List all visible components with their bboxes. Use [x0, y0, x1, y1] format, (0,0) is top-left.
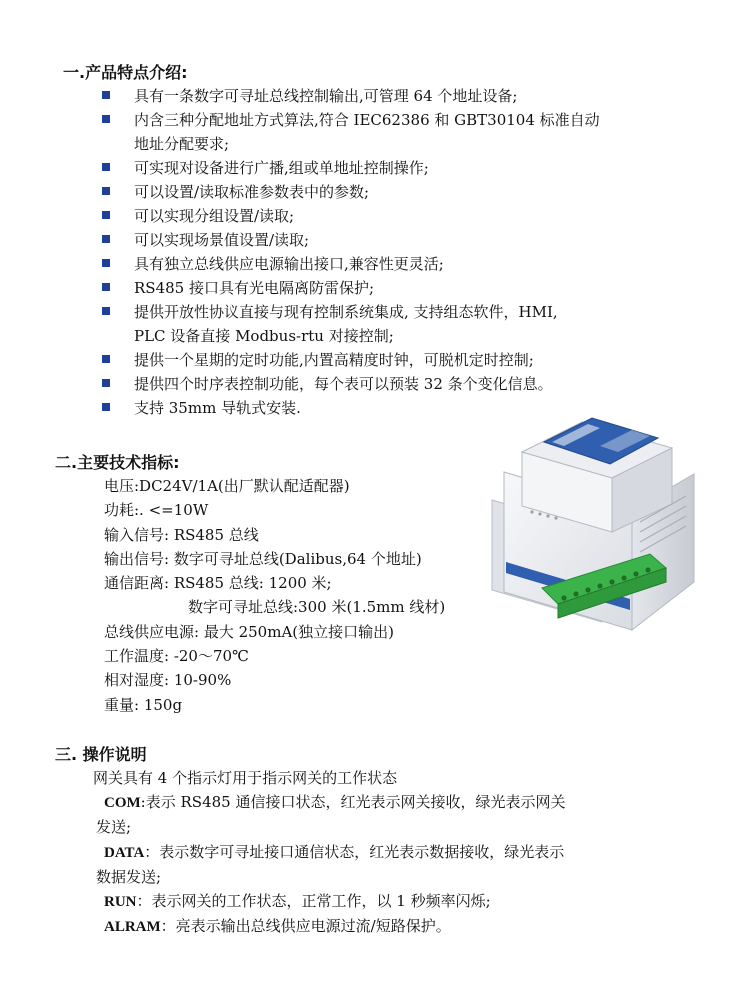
square-bullet-icon [102, 307, 110, 315]
spec-input: 输入信号: RS485 总线 [104, 525, 259, 544]
list-item: 内含三种分配地址方式算法,符合 IEC62386 和 GBT30104 标准自动 地址分配要求; [102, 108, 702, 156]
square-bullet-icon [102, 355, 110, 363]
spec-output: 输出信号: 数字可寻址总线(Dalibus,64 个地址) [104, 549, 422, 568]
square-bullet-icon [102, 91, 110, 99]
indicator-run: RUN：表示网关的工作状态，正常工作，以 1 秒频率闪烁; [104, 892, 491, 911]
operation-intro: 网关具有 4 个指示灯用于指示网关的工作状态 [93, 769, 398, 787]
square-bullet-icon [102, 187, 110, 195]
gateway-device-image [482, 412, 714, 642]
spec-distance: 通信距离: RS485 总线: 1200 米; [104, 574, 332, 593]
square-bullet-icon [102, 259, 110, 267]
list-item: 提供四个时序表控制功能，每个表可以预装 32 条个变化信息。 [102, 372, 702, 396]
square-bullet-icon [102, 115, 110, 123]
list-item: 支持 35mm 导轨式安装. [102, 396, 702, 420]
square-bullet-icon [102, 235, 110, 243]
list-item: RS485 接口具有光电隔离防雷保护; [102, 276, 702, 300]
square-bullet-icon [102, 163, 110, 171]
indicator-data: DATA：表示数字可寻址接口通信状态，红光表示数据接收，绿光表示 数据发送; [96, 842, 565, 886]
square-bullet-icon [102, 379, 110, 387]
spec-power: 功耗:. <=10W [104, 501, 209, 520]
list-item: 可以实现分组设置/读取; [102, 204, 702, 228]
list-item: 具有一条数字可寻址总线控制输出,可管理 64 个地址设备; [102, 84, 702, 108]
indicator-list [96, 790, 686, 940]
square-bullet-icon [102, 211, 110, 219]
spec-temperature: 工作温度: -20～70℃ [104, 647, 249, 666]
list-item: 可实现对设备进行广播,组或单地址控制操作; [102, 156, 702, 180]
square-bullet-icon [102, 283, 110, 291]
spec-distance-bus: 数字可寻址总线:300 米(1.5mm 线材) [188, 598, 446, 617]
spec-bus-power: 总线供应电源: 最大 250mA(独立接口输出) [104, 622, 394, 641]
section-2-title: 二.主要技术指标: [55, 453, 180, 472]
list-item: 提供一个星期的定时功能,内置高精度时钟，可脱机定时控制; [102, 348, 702, 372]
list-item: 具有独立总线供应电源输出接口,兼容性更灵活; [102, 252, 702, 276]
section-1-title: 一.产品特点介绍: [63, 63, 188, 82]
list-item: 可以实现场景值设置/读取; [102, 228, 702, 252]
feature-list [102, 84, 702, 420]
indicator-alarm: ALRAM：亮表示输出总线供应电源过流/短路保护。 [104, 917, 451, 936]
spec-list [104, 474, 524, 717]
section-3-title: 三. 操作说明 [55, 745, 147, 764]
list-item: 可以设置/读取标准参数表中的参数; [102, 180, 702, 204]
square-bullet-icon [102, 403, 110, 411]
spec-humidity: 相对湿度: 10-90% [104, 671, 232, 690]
spec-weight: 重量: 150g [104, 695, 183, 714]
indicator-com: COM:表示 RS485 通信接口状态，红光表示网关接收，绿光表示网关 发送; [96, 793, 566, 837]
spec-voltage: 电压:DC24V/1A(出厂默认配适配器) [104, 477, 350, 495]
list-item: 提供开放性协议直接与现有控制系统集成, 支持组态软件，HMI, PLC 设备直接 Modbus-rtu 对接控制; [102, 300, 702, 348]
